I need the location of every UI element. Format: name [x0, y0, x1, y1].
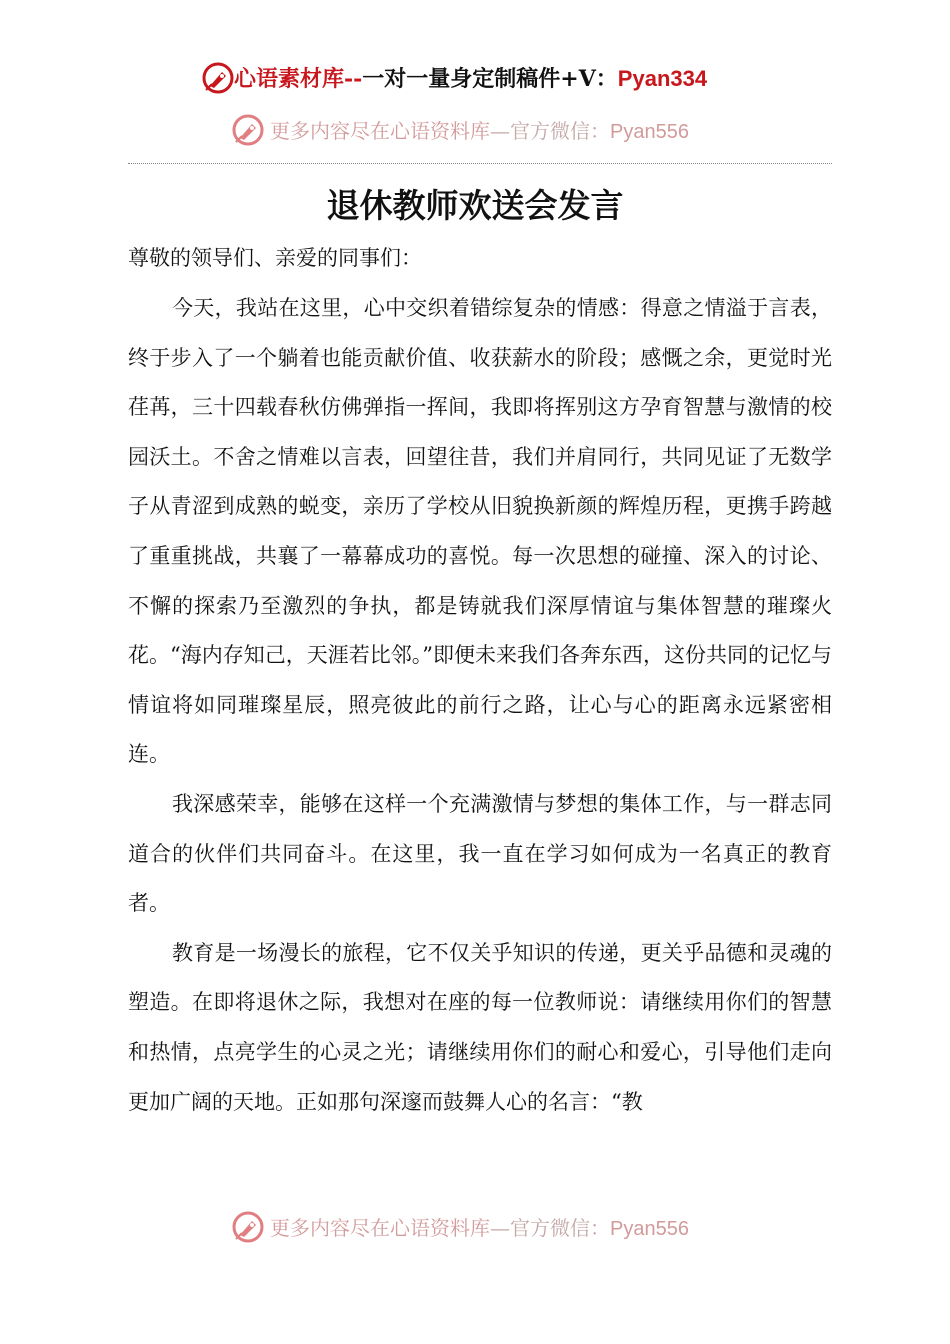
salutation: 尊敬的领导们、亲爱的同事们：: [128, 246, 422, 270]
footer-watermark: [270, 1212, 689, 1241]
footer-text: 更多内容尽在心语资料库: [270, 1216, 490, 1240]
paragraph: 教育是一场漫长的旅程，它不仅关乎知识的传递，更关乎品德和灵魂的塑造。在即将退休之际，我想对在座的每一位教师说：请继续用你们的智慧和热情，点亮学生的心灵之光；请继续用你们的耐心和爱心，引导他们走向更加广阔的天地。正如那句深邃而鼓舞人心的名言：“教: [128, 940, 832, 1114]
pen-nib-logo-icon: [230, 1209, 266, 1245]
paragraph: 今天，我站在这里，心中交织着错综复杂的情感：得意之情溢于言表，终于步入了一个躺着也能贡献价值、收获薪水的阶段；感慨之余，更觉时光荏苒，三十四载春秋仿佛弹指一挥间，我即将挥别这方孕育智慧与激情的校园沃土。不舍之情难以言表，回望往昔，我们并肩同行，共同见证了无数学子从青涩到成熟的蜕变，亲历了学校从旧貌换新颜的辉煌历程，更携手跨越了重重挑战，共襄了一幕幕成功的喜悦。每一次思想的碰撞、深入的讨论、不懈的探索乃至激烈的争执，都是铸就我们深厚情谊与集体智慧的璀璨火花。“海内存知己，天涯若比邻。”即便未来我们各奔东西，这份共同的记忆与情谊将如同璀璨星辰，照亮彼此的前行之路，让心与心的距离永远紧密相连。: [128, 296, 832, 767]
pen-nib-logo-icon: [230, 112, 266, 148]
subheader-watermark: [270, 115, 689, 144]
header-divider: [128, 163, 832, 164]
footer-official: 官方微信：: [510, 1216, 610, 1240]
header-wechat-id: Pyan334: [617, 66, 708, 91]
subheader-text: 更多内容尽在心语资料库: [270, 119, 490, 143]
brand-name: 心语素材库: [234, 66, 345, 92]
paragraph: 我深感荣幸，能够在这样一个充满激情与梦想的集体工作，与一群志同道合的伙伴们共同奋斗。在这里，我一直在学习如何成为一名真正的教育者。: [128, 791, 832, 916]
subheader-official: 官方微信：: [510, 119, 610, 143]
subheader-wechat-id: Pyan556: [610, 121, 689, 143]
subheader-separator: —: [490, 119, 510, 143]
document-body: [128, 284, 832, 1127]
footer-wechat-id: Pyan556: [610, 1218, 689, 1240]
header-slogan: 一对一量身定制稿件+V：: [362, 66, 618, 92]
header-dash: --: [344, 66, 363, 92]
document-title: 退休教师欢送会发言: [326, 186, 624, 225]
footer-separator: —: [490, 1216, 510, 1240]
header-banner: [234, 62, 707, 93]
pen-nib-logo-icon: [200, 60, 236, 96]
